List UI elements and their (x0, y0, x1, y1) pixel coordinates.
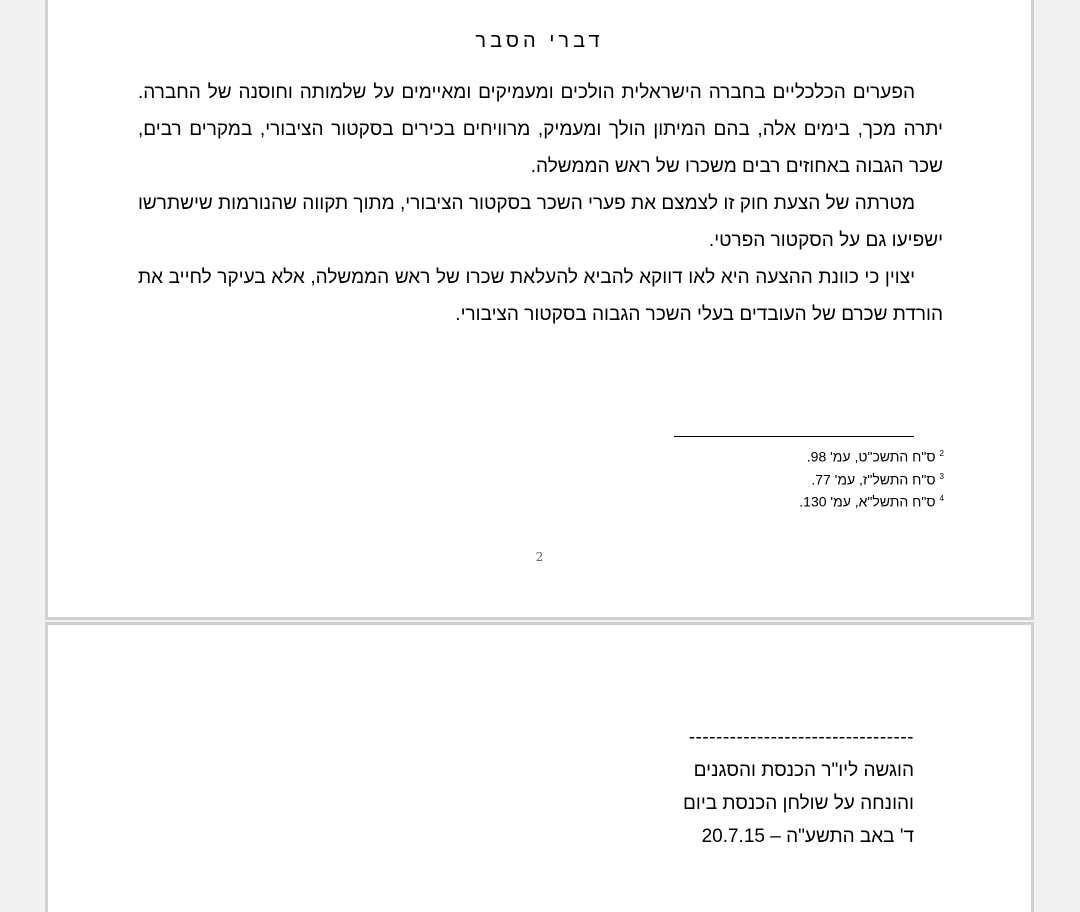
footnote-text: ס"ח התשל"א, עמ' 130. (799, 493, 936, 510)
footnote (548, 467, 944, 490)
footnote-mark: 2 (939, 449, 944, 458)
footnotes (548, 444, 944, 512)
body-paragraph: הפערים הכלכליים בחברה הישראלית הולכים ומעמיקים ומאיימים על שלמותה וחוסנה של החברה. יתרה מכך, בימים אלה, בהם המיתון הולך ומעמיק, מרוויחים בכירים בסקטור הציבורי, במקרים רבים, שכר הגבוה באחוזים רבים משכרו של ראש הממשלה. (138, 82, 943, 177)
footnote-mark: 3 (939, 471, 944, 481)
submission-line: והונחה על שולחן הכנסת ביום (683, 793, 914, 814)
document-page-1 (45, 0, 1034, 620)
page-title: דברי הסבר (475, 30, 604, 52)
dashed-separator: --------------------------------- (688, 727, 914, 748)
footnote-text: ס"ח התשל"ז, עמ' 77. (811, 471, 936, 488)
footnote-separator (674, 436, 914, 437)
explanatory-notes-body (138, 74, 943, 333)
submission-line: הוגשה ליו"ר הכנסת והסגנים (693, 760, 914, 781)
footnote-mark: 4 (939, 494, 944, 504)
document-page-2 (45, 622, 1034, 912)
footnote (548, 444, 944, 467)
body-paragraph: מטרתה של הצעת חוק זו לצמצם את פערי השכר בסקטור הציבורי, מתוך תקווה שהנורמות שישתרשו ישפיעו גם על הסקטור הפרטי. (138, 193, 943, 251)
page-number: 2 (535, 550, 544, 564)
footnote (548, 489, 944, 512)
footnote-text: ס"ח התשכ"ט, עמ' 98. (806, 448, 936, 465)
submission-note (608, 721, 914, 853)
body-paragraph: יצוין כי כוונת ההצעה היא לאו דווקא להביא להעלאת שכרו של ראש הממשלה, אלא בעיקר לחייב את הורדת שכרם של העובדים בעלי השכר הגבוה בסקטור הציבורי. (138, 267, 943, 325)
submission-date-line: ד' באב התשע"ה – 20.7.15 (701, 826, 914, 847)
